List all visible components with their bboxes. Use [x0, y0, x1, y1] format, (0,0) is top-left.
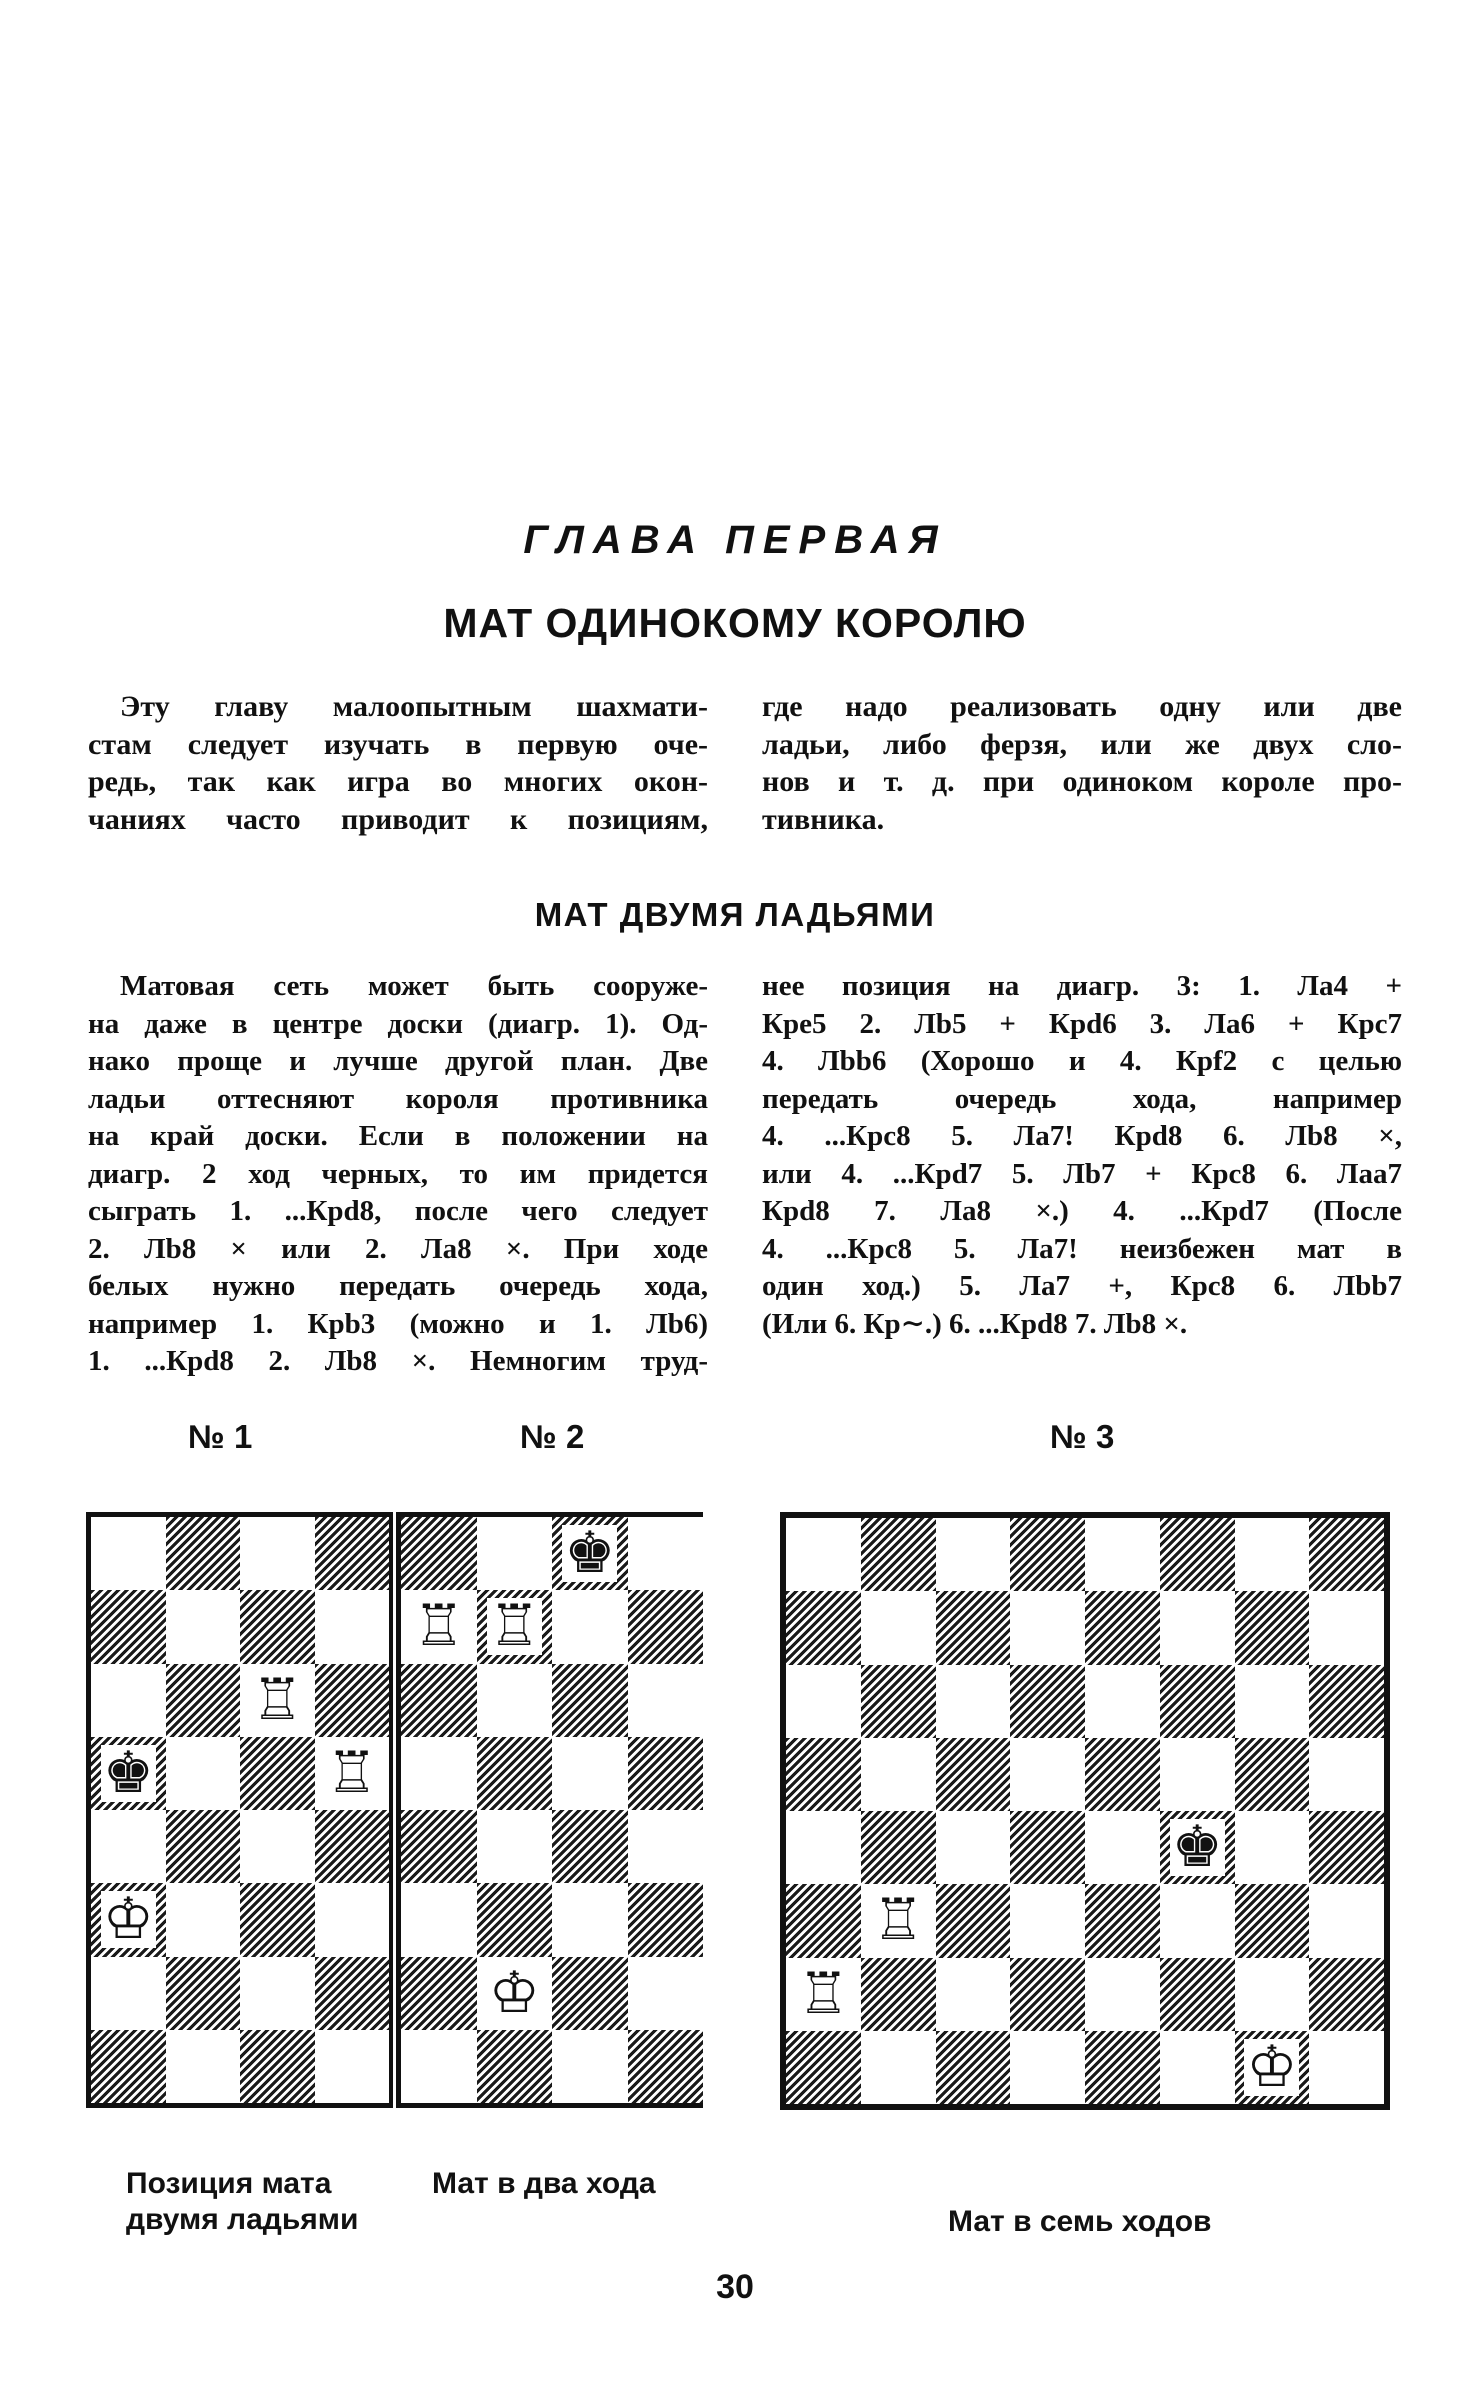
board-square: [166, 2030, 241, 2103]
chapter-label: ГЛАВА ПЕРВАЯ: [523, 518, 947, 562]
board-square: [315, 1957, 390, 2030]
board-square: [1085, 1665, 1160, 1738]
board-square: [240, 1737, 315, 1810]
board-square: [936, 1811, 1011, 1884]
board-square: [861, 1811, 936, 1884]
board-square: [401, 1737, 477, 1810]
board-square: [401, 1517, 477, 1590]
board-square: [786, 1811, 861, 1884]
intro-right-column: [762, 688, 1402, 838]
text-line: нов и т. д. при одиноком короле про-: [762, 765, 1402, 798]
white-rook-icon: ♖: [488, 1593, 540, 1660]
white-rook-icon: ♖: [797, 1960, 849, 2027]
board-square: [166, 1590, 241, 1663]
board-square: [1010, 1738, 1085, 1811]
board-square: [1085, 1518, 1160, 1591]
text-line: например 1. Крb3 (можно и 1. Лb6): [88, 1307, 708, 1340]
board-square: [240, 2030, 315, 2103]
board-square: [1235, 1884, 1310, 1957]
board-square: [628, 1517, 704, 1590]
board-square: [1309, 1811, 1384, 1884]
board-square: [1160, 1958, 1235, 2031]
board-square: [1235, 2031, 1310, 2104]
board-square: [1010, 1884, 1085, 1957]
board-square: [786, 1518, 861, 1591]
board-square: [91, 1883, 166, 1956]
board-square: [552, 1810, 628, 1883]
board-square: [628, 2030, 704, 2103]
text-line: один ход.) 5. Ла7 +, Крс8 6. Лbb7: [762, 1270, 1402, 1302]
board-square: [1010, 1665, 1085, 1738]
board-square: [1235, 1665, 1310, 1738]
board-square: [240, 1517, 315, 1590]
white-rook-icon: ♖: [251, 1666, 303, 1733]
board-square: [936, 1958, 1011, 2031]
board-square: [166, 1810, 241, 1883]
black-king-icon: ♚: [1171, 1814, 1223, 1881]
board-square: [1160, 1591, 1235, 1664]
board-square: [1085, 1811, 1160, 1884]
board-square: [1235, 1811, 1310, 1884]
text-line: передать очередь хода, например: [762, 1082, 1402, 1115]
body-left-column: [88, 968, 708, 1381]
board-square: [91, 1737, 166, 1810]
board-square: [1235, 1518, 1310, 1591]
white-rook-icon: ♖: [326, 1739, 378, 1806]
board-square: [552, 1590, 628, 1663]
board-square: [552, 1957, 628, 2030]
white-rook-icon: ♖: [872, 1887, 924, 1954]
text-line: ладьи оттесняют короля противника: [88, 1082, 708, 1115]
diagram-2-caption: [432, 2166, 656, 2202]
board-square: [477, 1737, 553, 1810]
board-square: [315, 1664, 390, 1737]
caption-line: двумя ладьями: [126, 2203, 359, 2236]
board-square: [936, 1884, 1011, 1957]
board-square: [628, 1737, 704, 1810]
board-square: [628, 1590, 704, 1663]
caption-line: Мат в два хода: [432, 2167, 656, 2200]
board-square: [240, 1957, 315, 2030]
body-right-column: [762, 968, 1402, 1343]
board-square: [786, 2031, 861, 2104]
board-square: [315, 1590, 390, 1663]
board-square: [166, 1517, 241, 1590]
board-square: [861, 1738, 936, 1811]
board-square: [552, 1517, 628, 1590]
board-square: [1235, 1738, 1310, 1811]
board-square: [477, 1883, 553, 1956]
board-square: [166, 1957, 241, 2030]
board-square: [936, 1591, 1011, 1664]
board-square: [1010, 2031, 1085, 2104]
board-square: [315, 1737, 390, 1810]
board-square: [240, 1590, 315, 1663]
chess-board-diagram-2: [396, 1512, 703, 2108]
board-square: [552, 1737, 628, 1810]
board-square: [91, 2030, 166, 2103]
board-square: [477, 1664, 553, 1737]
board-square: [628, 1810, 704, 1883]
board-square: [786, 1591, 861, 1664]
text-line: тивника.: [762, 802, 885, 836]
text-line: стам следует изучать в первую оче-: [88, 727, 708, 761]
board-square: [401, 1810, 477, 1883]
board-square: [166, 1883, 241, 1956]
text-line: 4. Лbb6 (Хорошо и 4. Крf2 с целью: [762, 1045, 1402, 1077]
board-square: [1085, 1884, 1160, 1957]
board-square: [786, 1958, 861, 2031]
text-line: на даже в центре доски (диагр. 1). Од-: [88, 1007, 708, 1040]
board-square: [1010, 1518, 1085, 1591]
black-king-icon: ♚: [102, 1739, 154, 1806]
board-square: [861, 1884, 936, 1957]
board-square: [1160, 1884, 1235, 1957]
board-square: [786, 1665, 861, 1738]
board-square: [1085, 1958, 1160, 2031]
text-line: (Или 6. Кр∼.) 6. ...Крd8 7. Лb8 ×.: [762, 1307, 1188, 1340]
text-line: Эту главу малоопытным шахмати-: [120, 690, 708, 723]
board-square: [240, 1810, 315, 1883]
caption-line: Позиция мата: [126, 2167, 332, 2200]
board-square: [315, 1517, 390, 1590]
text-line: 4. ...Крс8 5. Ла7! неизбежен мат в: [762, 1232, 1402, 1265]
text-line: чаниях часто приводит к позициям,: [88, 802, 708, 836]
board-square: [477, 2030, 553, 2103]
text-line: 4. ...Крс8 5. Ла7! Крd8 6. Лb8 ×,: [762, 1120, 1402, 1152]
diagram-1-label: № 1: [188, 1418, 253, 1455]
text-line: ладьи, либо ферзя, или же двух сло-: [762, 727, 1402, 761]
board-square: [315, 1810, 390, 1883]
board-square: [1309, 1884, 1384, 1957]
board-square: [861, 1665, 936, 1738]
board-square: [1160, 2031, 1235, 2104]
text-line: Крd8 7. Ла8 ×.) 4. ...Крd7 (После: [762, 1195, 1402, 1227]
board-square: [477, 1810, 553, 1883]
board-square: [1309, 1958, 1384, 2031]
text-line: 2. Лb8 × или 2. Ла8 ×. При ходе: [88, 1232, 708, 1265]
board-square: [936, 1665, 1011, 1738]
text-line: редь, так как игра во многих окон-: [88, 765, 708, 798]
board-square: [166, 1737, 241, 1810]
board-square: [628, 1957, 704, 2030]
board-square: [1085, 2031, 1160, 2104]
board-square: [91, 1957, 166, 2030]
text-line: нее позиция на диагр. 3: 1. Ла4 +: [762, 970, 1402, 1002]
board-square: [1160, 1811, 1235, 1884]
board-square: [91, 1590, 166, 1663]
board-square: [240, 1883, 315, 1956]
text-line: сыграть 1. ...Крd8, после чего следует: [88, 1195, 708, 1227]
section-title: МАТ ДВУМЯ ЛАДЬЯМИ: [534, 896, 936, 933]
board-square: [1160, 1738, 1235, 1811]
board-square: [552, 2030, 628, 2103]
board-square: [91, 1664, 166, 1737]
board-square: [628, 1883, 704, 1956]
diagram-3-label: № 3: [1050, 1418, 1115, 1455]
board-square: [91, 1810, 166, 1883]
text-line: на край доски. Если в положении на: [88, 1120, 708, 1152]
board-square: [1160, 1518, 1235, 1591]
board-square: [401, 1664, 477, 1737]
board-square: [401, 1957, 477, 2030]
white-king-icon: ♔: [488, 1959, 540, 2026]
text-line: Кре5 2. Лb5 + Крd6 3. Ла6 + Крс7: [762, 1007, 1402, 1040]
board-square: [861, 2031, 936, 2104]
board-square: [552, 1664, 628, 1737]
board-square: [1235, 1958, 1310, 2031]
board-square: [1085, 1591, 1160, 1664]
board-square: [552, 1883, 628, 1956]
board-square: [1085, 1738, 1160, 1811]
text-line: нако проще и лучше другой план. Две: [88, 1045, 708, 1077]
board-square: [477, 1517, 553, 1590]
board-square: [1010, 1811, 1085, 1884]
board-square: [401, 1883, 477, 1956]
diagram-2-label: № 2: [520, 1418, 585, 1455]
white-king-icon: ♔: [102, 1886, 154, 1953]
board-square: [1309, 2031, 1384, 2104]
white-king-icon: ♔: [1246, 2033, 1298, 2100]
board-square: [861, 1591, 936, 1664]
board-square: [861, 1958, 936, 2031]
board-square: [936, 1738, 1011, 1811]
board-square: [1309, 1665, 1384, 1738]
caption-line: Мат в семь ходов: [948, 2205, 1212, 2238]
board-square: [861, 1518, 936, 1591]
board-square: [401, 1590, 477, 1663]
board-square: [936, 1518, 1011, 1591]
chapter-title: МАТ ОДИНОКОМУ КОРОЛЮ: [443, 600, 1027, 646]
intro-left-column: [88, 688, 708, 838]
board-square: [1235, 1591, 1310, 1664]
board-square: [1010, 1958, 1085, 2031]
chess-board-diagram-1: [86, 1512, 393, 2108]
text-line: или 4. ...Крd7 5. Лb7 + Крс8 6. Лаа7: [762, 1157, 1402, 1190]
board-square: [786, 1738, 861, 1811]
board-square: [936, 2031, 1011, 2104]
text-line: 1. ...Крd8 2. Лb8 ×. Немногим труд-: [88, 1345, 708, 1377]
text-line: белых нужно передать очередь хода,: [88, 1270, 708, 1302]
chess-board-diagram-3: [780, 1512, 1390, 2110]
board-square: [477, 1590, 553, 1663]
page-number: 30: [716, 2268, 754, 2306]
text-line: где надо реализовать одну или две: [762, 690, 1402, 723]
black-king-icon: ♚: [564, 1520, 616, 1587]
diagram-3-caption: [948, 2204, 1211, 2240]
board-square: [1160, 1665, 1235, 1738]
text-line: диагр. 2 ход черных, то им придется: [88, 1157, 708, 1190]
board-square: [1309, 1518, 1384, 1591]
board-square: [1309, 1591, 1384, 1664]
text-line: Матовая сеть может быть сооруже-: [120, 970, 708, 1002]
white-rook-icon: ♖: [413, 1593, 465, 1660]
board-square: [786, 1884, 861, 1957]
board-square: [166, 1664, 241, 1737]
diagram-1-caption: [126, 2166, 358, 2238]
board-square: [91, 1517, 166, 1590]
board-square: [1010, 1591, 1085, 1664]
board-square: [401, 2030, 477, 2103]
board-square: [315, 2030, 390, 2103]
board-square: [477, 1957, 553, 2030]
board-square: [315, 1883, 390, 1956]
board-square: [628, 1664, 704, 1737]
board-square: [1309, 1738, 1384, 1811]
board-square: [240, 1664, 315, 1737]
